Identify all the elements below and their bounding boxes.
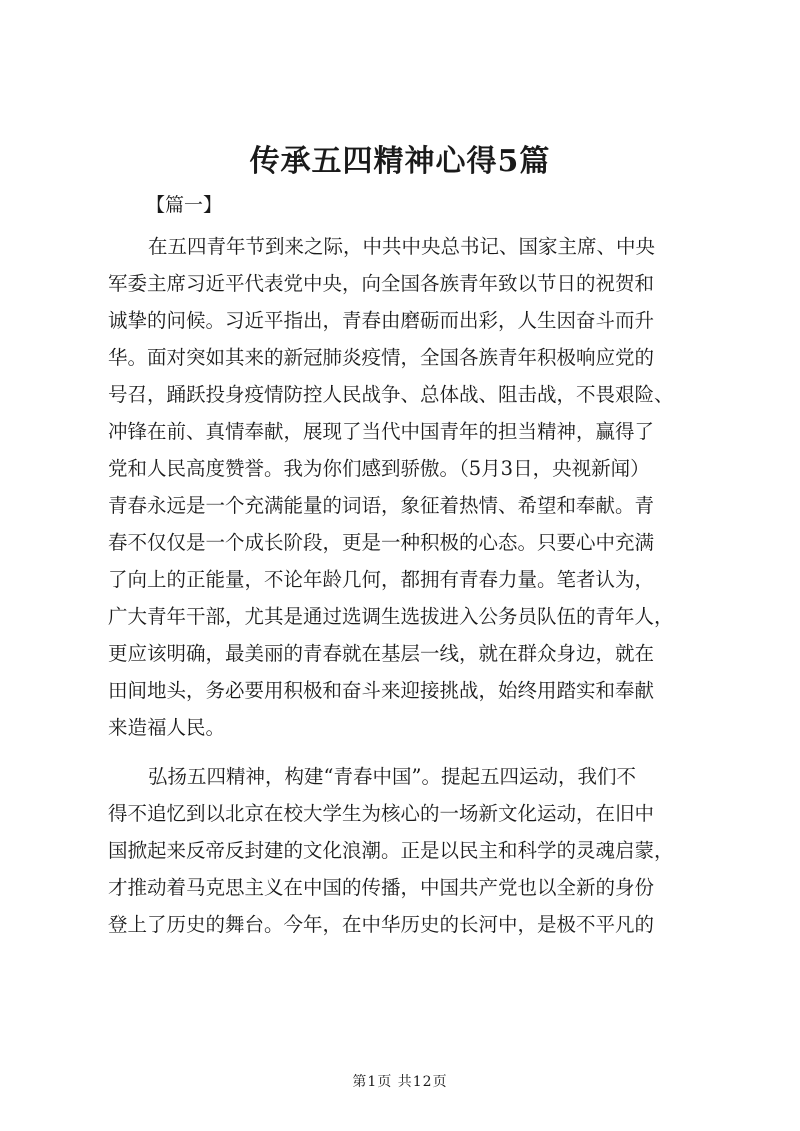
text-line: 弘扬五四精神，构建“青春中国”。提起五四运动，我们不 — [148, 765, 636, 788]
page-title: 传承五四精神心得5篇 — [249, 144, 551, 179]
text-line: 春不仅仅是一个成长阶段，更是一种积极的心态。只要心中充满 — [108, 531, 655, 554]
text-line: 了向上的正能量，不论年龄几何，都拥有青春力量。笔者认为， — [108, 568, 655, 591]
text-line: 青春永远是一个充满能量的词语，象征着热情、希望和奉献。青 — [108, 494, 655, 517]
paragraph-spacer — [108, 746, 708, 758]
text-line: 军委主席习近平代表党中央，向全国各族青年致以节日的祝贺和 — [108, 272, 655, 295]
paragraph-2 — [108, 758, 708, 943]
text-line: 华。面对突如其来的新冠肺炎疫情，全国各族青年积极响应党的 — [108, 346, 655, 369]
text-line: 得不追忆到以北京在校大学生为核心的一场新文化运动，在旧中 — [108, 802, 655, 825]
section-heading: 【篇一】 — [146, 194, 223, 216]
text-line: 党和人民高度赞誉。我为你们感到骄傲。（5月3日，央视新闻） — [108, 457, 650, 480]
text-line: 来造福人民。 — [108, 716, 226, 739]
text-line: 广大青年干部，尤其是通过选调生选拔进入公务员队伍的青年人， — [108, 605, 674, 628]
text-line: 冲锋在前、真情奉献，展现了当代中国青年的担当精神，赢得了 — [108, 420, 655, 443]
paragraph-1 — [108, 228, 708, 746]
document-body — [108, 228, 708, 943]
text-line: 号召，踊跃投身疫情防控人民战争、总体战、阻击战，不畏艰险、 — [108, 383, 674, 406]
text-line: 田间地头，务必要用积极和奋斗来迎接挑战，始终用踏实和奉献 — [108, 679, 655, 702]
text-line: 更应该明确，最美丽的青春就在基层一线，就在群众身边，就在 — [108, 642, 655, 665]
page-footer: 第1页 共12页 — [352, 1074, 448, 1090]
text-line: 在五四青年节到来之际，中共中央总书记、国家主席、中央 — [148, 235, 656, 258]
text-line: 国掀起来反帝反封建的文化浪潮。正是以民主和科学的灵魂启蒙， — [108, 839, 674, 862]
text-line: 诚挚的问候。习近平指出，青春由磨砺而出彩，人生因奋斗而升 — [108, 309, 655, 332]
text-line: 登上了历史的舞台。今年，在中华历史的长河中，是极不平凡的 — [108, 913, 655, 936]
text-line: 才推动着马克思主义在中国的传播，中国共产党也以全新的身份 — [108, 876, 655, 899]
